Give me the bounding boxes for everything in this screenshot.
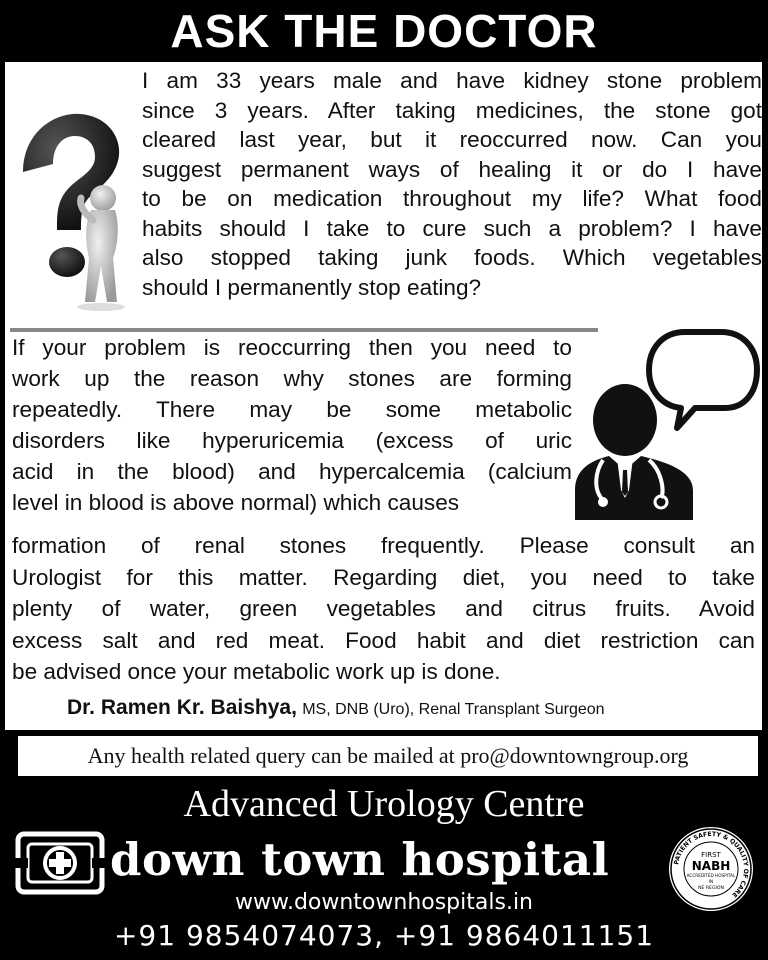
answer-line: work up the reason why stones are forming [12, 366, 572, 391]
question-line: to be on medication throughout my life? What food [142, 186, 762, 211]
answer-line: If your problem is reoccurring then you need to [12, 335, 572, 360]
page-title: ASK THE DOCTOR [0, 0, 768, 62]
phone-numbers: +91 9854074073, +91 9864011151 [113, 919, 655, 952]
question-line: suggest permanent ways of healing it or do I have [142, 156, 762, 182]
hospital-name: down town hospital [110, 833, 610, 886]
qa-panel [5, 62, 762, 730]
answer-line: formation of renal stones frequently. Please consult an [12, 533, 755, 558]
question-line: also stopped taking junk foods. Which vegetables [142, 245, 762, 270]
question-line: since 3 years. After taking medicines, the stone got [142, 97, 762, 123]
doctor-signature [67, 696, 757, 720]
answer-line: be advised once your metabolic work up is done. [12, 659, 501, 684]
answer-line: level in blood is above normal) which causes [12, 490, 460, 515]
nabh-region: NE REGION [698, 886, 724, 891]
question-line: habits should I take to cure such a problem? I have [142, 215, 762, 241]
doctor-speech-bubble-icon [565, 320, 760, 520]
website-link[interactable]: www.downtownhospitals.in [234, 890, 533, 915]
mail-notice: Any health related query can be mailed at pro@downtowngroup.org [18, 736, 758, 776]
question-line: cleared last year, but it reoccurred now. Can you [142, 127, 762, 152]
question-mark-figure-icon [15, 102, 135, 332]
doctor-credentials: MS, DNB (Uro), Renal Transplant Surgeon [302, 701, 605, 718]
question-line: I am 33 years male and have kidney stone problem [142, 68, 762, 93]
nabh-ring-text: PATIENT SAFETY & QUALITY OF CARE [673, 830, 750, 899]
answer-text-top [12, 332, 572, 518]
question-line: should I permanently stop eating? [142, 274, 482, 300]
question-text [142, 66, 762, 302]
answer-line: Urologist for this matter. Regarding diet, you need to take [12, 564, 755, 590]
doctor-name: Dr. Ramen Kr. Baishya, [67, 696, 297, 719]
answer-line: repeatedly. There may be some metabolic [12, 397, 572, 422]
answer-line: disorders like hyperuricemia (excess of uric [12, 428, 572, 453]
answer-line: plenty of water, green vegetables and citrus fruits. Avoid [12, 596, 755, 621]
nabh-in: IN [708, 879, 714, 884]
answer-line: excess salt and red meat. Food habit and diet restriction can [12, 627, 755, 653]
centre-title: Advanced Urology Centre [183, 783, 585, 825]
nabh-accredited: ACCREDITED HOSPITAL [686, 873, 736, 878]
nabh-first: FIRST [701, 851, 721, 859]
answer-line: acid in the blood) and hypercalcemia (calcium [12, 459, 572, 484]
hospital-cross-logo-icon [14, 830, 106, 896]
answer-text-bottom [12, 530, 755, 688]
nabh-label: NABH [691, 859, 731, 873]
